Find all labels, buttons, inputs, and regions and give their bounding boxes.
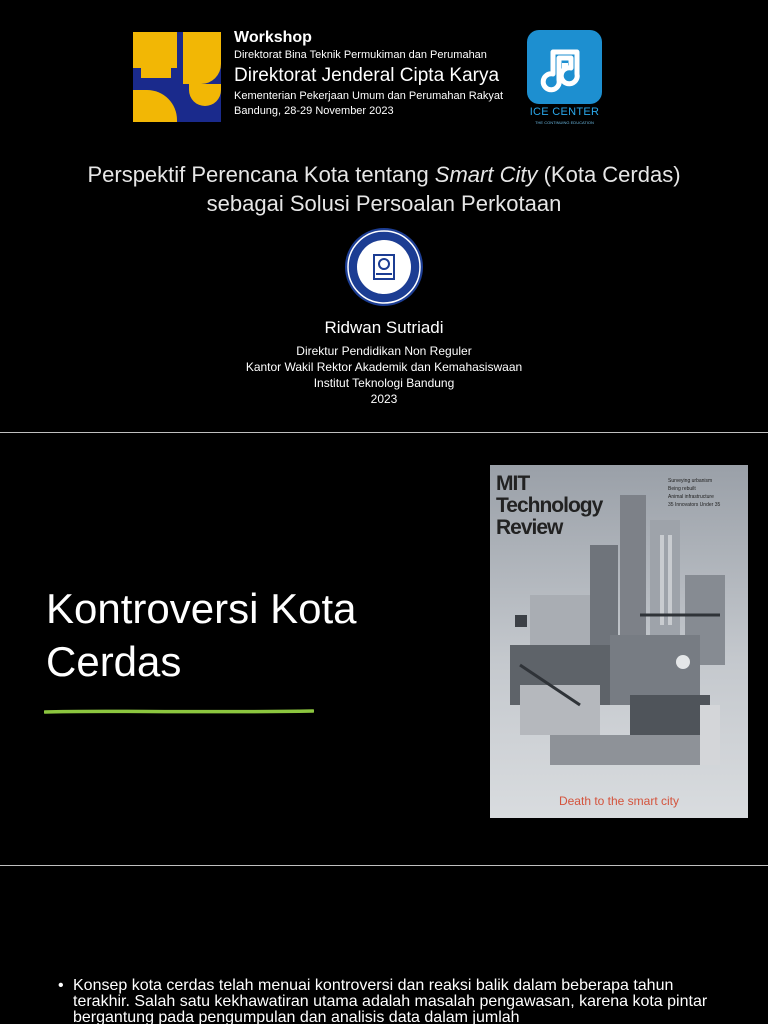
workshop-label: Workshop <box>234 29 312 46</box>
bullet-text: Konsep kota cerdas telah menuai kontroversi dan reaksi balik dalam beberapa tahun terakhir. Salah satu kekhawatiran utama adalah masalah pengawasan, karena kota pintar bergantung pada pengumpulan dan analisis data dalam jumlah <box>73 977 708 1024</box>
ice-center-tagline: THE CONTINUING EDUCATION <box>535 120 594 125</box>
slide-2-title-line-2: Cerdas <box>46 638 182 685</box>
presenter-institution: Institut Teknologi Bandung <box>313 376 455 390</box>
slide-2 <box>0 434 768 865</box>
ice-center-logo <box>527 30 602 104</box>
title-part-1: Perspektif Perencana Kota tentang <box>87 162 435 187</box>
ice-center-name: ICE CENTER <box>529 106 600 118</box>
slide-3 <box>0 866 768 1024</box>
itb-seal-logo <box>345 228 423 306</box>
slide-1 <box>0 0 768 432</box>
cover-masthead: MIT Technology Review <box>496 472 603 539</box>
title-part-2: (Kota Cerdas) sebagai Solusi Persoalan Perkotaan <box>206 162 681 216</box>
presenter-info <box>0 343 768 407</box>
slide-2-title <box>46 582 357 688</box>
music-note-icon <box>527 30 602 104</box>
mit-technology-review-cover <box>490 465 748 818</box>
cover-headline: Death to the smart city <box>558 794 680 808</box>
bullet-point <box>58 978 718 1024</box>
slide-divider <box>0 432 768 433</box>
presenter-year: 2023 <box>370 392 398 406</box>
presenter-office: Kantor Wakil Rektor Akademik dan Kemahasiswaan <box>245 360 523 374</box>
bullet-icon: • <box>58 977 64 994</box>
workshop-header <box>234 28 503 119</box>
cover-coverlines: Surveying urbanism Being rebuilt Animal infrastructure 35 Innovators Under 35 <box>668 478 721 508</box>
pu-logo <box>133 32 221 122</box>
presenter-name: Ridwan Sutriadi <box>324 318 444 337</box>
title-italic: Smart City <box>434 162 538 187</box>
ministry-line: Kementerian Pekerjaan Umum dan Perumahan Rakyat <box>234 90 504 102</box>
presentation-title <box>80 160 688 218</box>
directorate-general: Direktorat Jenderal Cipta Karya <box>234 65 500 86</box>
event-date: Bandung, 28-29 November 2023 <box>234 105 394 117</box>
accent-underline <box>44 709 314 714</box>
slide-2-title-line-1: Kontroversi Kota <box>46 585 357 632</box>
directorate-line: Direktorat Bina Teknik Permukiman dan Perumahan <box>234 49 487 61</box>
presenter-position: Direktur Pendidikan Non Reguler <box>296 344 472 358</box>
